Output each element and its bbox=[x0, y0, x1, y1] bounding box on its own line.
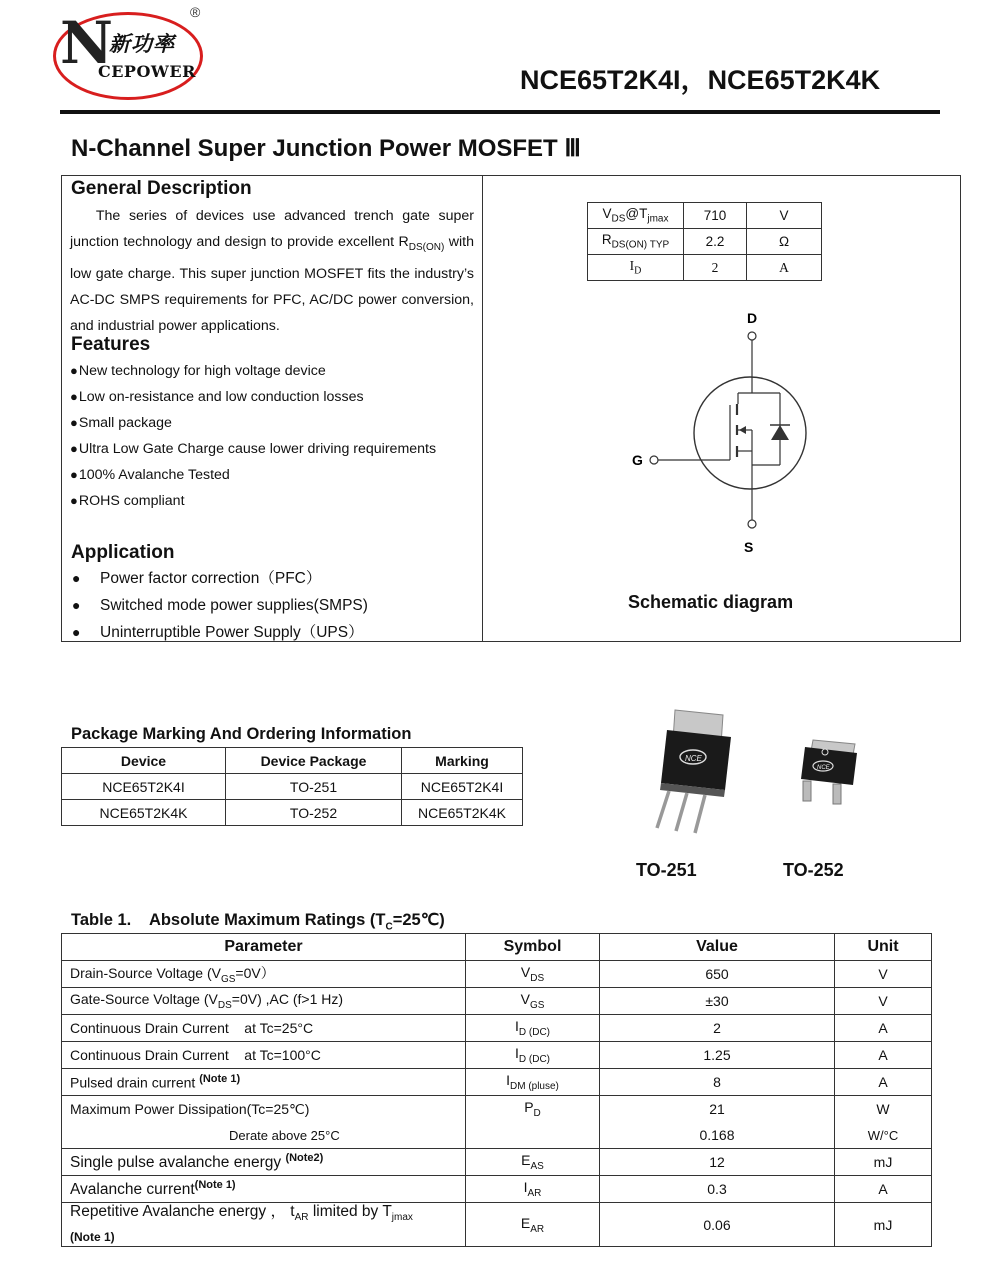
general-description-text: The series of devices use advanced trench gate super junction technology and design to provide excellent $R_{DS(ON)}$ with low gate charge. This super junction MOSFET fits the industry’s AC-DC SMPS requirements for PFC, AC/DC power conversion, and industrial power applications. bbox=[70, 208, 475, 334]
spec-param: $V_{DS}@T_{jmax}$ bbox=[588, 203, 684, 229]
feature-item: ● 100% Avalanche Tested bbox=[70, 462, 436, 488]
unit-cell: A bbox=[835, 1042, 932, 1069]
table-row bbox=[62, 961, 932, 988]
application-item: ● Power factor correction（PFC） bbox=[72, 570, 322, 587]
pin-g-terminal bbox=[650, 456, 658, 464]
application-heading: Application bbox=[71, 542, 175, 563]
to252-package-image bbox=[795, 735, 865, 815]
table-row bbox=[588, 255, 822, 281]
symbol-cell: $E_{AS}$ bbox=[466, 1149, 600, 1176]
to251-label: TO-251 bbox=[636, 860, 697, 880]
table-row bbox=[588, 229, 822, 255]
spec-value: 710 bbox=[684, 203, 747, 229]
diode-icon bbox=[771, 425, 789, 440]
pin-d-label: D bbox=[747, 310, 758, 326]
table-cell: TO-252 bbox=[226, 800, 402, 826]
feature-item: ● Small package bbox=[70, 410, 436, 436]
features-heading: Features bbox=[71, 334, 151, 355]
table-row bbox=[62, 774, 523, 800]
symbol-cell: $P_D$ bbox=[466, 1096, 600, 1123]
unit-cell: A bbox=[835, 1069, 932, 1096]
table-row bbox=[62, 1176, 932, 1203]
logo-chinese-text: 新功率 bbox=[109, 33, 175, 56]
column-header: Unit bbox=[835, 934, 932, 961]
table-row bbox=[588, 203, 822, 229]
general-description-heading: General Description bbox=[71, 178, 252, 199]
column-header: Device Package bbox=[226, 748, 402, 774]
table-header-row bbox=[62, 934, 932, 961]
unit-cell: A bbox=[835, 1176, 932, 1203]
column-header: Marking bbox=[402, 748, 523, 774]
table-row bbox=[62, 1042, 932, 1069]
feature-item: ● ROHS compliant bbox=[70, 488, 436, 514]
logo-english-text: CEPOWER bbox=[98, 62, 196, 81]
feature-item: ● New technology for high voltage device bbox=[70, 358, 436, 384]
param-cell: Continuous Drain Current at Tc=25°C bbox=[62, 1015, 466, 1042]
column-header: Symbol bbox=[466, 934, 600, 961]
symbol-cell: $V_{DS}$ bbox=[466, 961, 600, 988]
pin-d-terminal bbox=[748, 332, 756, 340]
param-cell: Avalanche current$^{(Note 1)}$ bbox=[62, 1176, 466, 1203]
unit-cell: V bbox=[835, 988, 932, 1015]
table-cell: NCE65T2K4K bbox=[402, 800, 523, 826]
value-cell: 2 bbox=[600, 1015, 835, 1042]
pin-s-label: S bbox=[744, 539, 754, 555]
value-cell: 12 bbox=[600, 1149, 835, 1176]
header-rule bbox=[60, 110, 940, 114]
application-item: ● Switched mode power supplies(SMPS) bbox=[72, 597, 368, 614]
table-row bbox=[62, 1122, 932, 1149]
arrow-icon bbox=[739, 426, 746, 434]
value-cell: 0.168 bbox=[600, 1122, 835, 1149]
symbol-cell bbox=[466, 1122, 600, 1149]
unit-cell: W/°C bbox=[835, 1122, 932, 1149]
value-cell: 650 bbox=[600, 961, 835, 988]
symbol-cell: $I_{D (DC)}$ bbox=[466, 1015, 600, 1042]
spec-param: $R_{DS(ON) TYP}$ bbox=[588, 229, 684, 255]
param-cell: Maximum Power Dissipation(Tc=25℃) bbox=[62, 1096, 466, 1123]
pin-g-label: G bbox=[632, 452, 643, 468]
feature-item: ● Ultra Low Gate Charge cause lower driving requirements bbox=[70, 436, 436, 462]
mosfet-schematic bbox=[620, 305, 840, 565]
to252-label: TO-252 bbox=[783, 860, 844, 880]
symbol-cell: $I_{DM (pluse)}$ bbox=[466, 1069, 600, 1096]
spec-value: 2.2 bbox=[684, 229, 747, 255]
registered-mark: ® bbox=[190, 4, 201, 20]
overview-divider bbox=[482, 175, 483, 642]
table-cell: NCE65T2K4I bbox=[402, 774, 523, 800]
table-cell: NCE65T2K4K bbox=[62, 800, 226, 826]
feature-item: ● Low on-resistance and low conduction losses bbox=[70, 384, 436, 410]
unit-cell: W bbox=[835, 1096, 932, 1123]
param-cell: Pulsed drain current $^{(Note 1)}$ bbox=[62, 1069, 466, 1096]
logo-n: N bbox=[60, 9, 114, 77]
table-cell: NCE65T2K4I bbox=[62, 774, 226, 800]
table-row bbox=[62, 1015, 932, 1042]
mosfet-body-circle bbox=[694, 377, 806, 489]
svg-text:NCE: NCE bbox=[817, 765, 830, 771]
schematic-label: Schematic diagram bbox=[628, 592, 794, 612]
param-cell: Single pulse avalanche energy $^{(Note2)}$ bbox=[62, 1149, 466, 1176]
param-cell: Repetitive Avalanche energy ， $t_{AR}$ limited by $T_{jmax}$ (Note 1) bbox=[62, 1203, 466, 1247]
features-list bbox=[70, 358, 436, 514]
table-row bbox=[62, 1096, 932, 1123]
page-title: N-Channel Super Junction Power MOSFET Ⅲ bbox=[71, 135, 581, 162]
symbol-cell: $V_{GS}$ bbox=[466, 988, 600, 1015]
table-row bbox=[62, 1203, 932, 1247]
table-row bbox=[62, 988, 932, 1015]
unit-cell: A bbox=[835, 1015, 932, 1042]
spec-unit: V bbox=[747, 203, 822, 229]
param-cell: Derate above 25°C bbox=[62, 1122, 466, 1149]
param-cell: Drain-Source Voltage $(V_{GS}=0V)$ bbox=[62, 961, 466, 988]
value-cell: 21 bbox=[600, 1096, 835, 1123]
abs-max-table bbox=[61, 933, 932, 1247]
spec-value: 2 bbox=[684, 255, 747, 281]
application-list bbox=[72, 565, 368, 646]
spec-param: $I_D$ bbox=[588, 255, 684, 281]
unit-cell: V bbox=[835, 961, 932, 988]
column-header: Parameter bbox=[62, 934, 466, 961]
unit-cell: mJ bbox=[835, 1203, 932, 1247]
table-header-row bbox=[62, 748, 523, 774]
value-cell: 1.25 bbox=[600, 1042, 835, 1069]
value-cell: 0.06 bbox=[600, 1203, 835, 1247]
spec-unit: A bbox=[747, 255, 822, 281]
value-cell: 8 bbox=[600, 1069, 835, 1096]
application-item: ● Uninterruptible Power Supply（UPS） bbox=[72, 624, 364, 641]
pin-s-terminal bbox=[748, 520, 756, 528]
svg-text:NCE: NCE bbox=[685, 754, 702, 763]
table-row bbox=[62, 800, 523, 826]
package-info-heading: Package Marking And Ordering Information bbox=[71, 725, 412, 743]
value-cell: 0.3 bbox=[600, 1176, 835, 1203]
spec-unit: Ω bbox=[747, 229, 822, 255]
part-numbers-title: NCE65T2K4I，NCE65T2K4K bbox=[520, 65, 881, 95]
table-cell: TO-251 bbox=[226, 774, 402, 800]
param-cell: Continuous Drain Current at Tc=100°C bbox=[62, 1042, 466, 1069]
param-cell: Gate-Source Voltage $(V_{DS}=0V)$ ,AC (f>1 Hz) bbox=[62, 988, 466, 1015]
table-row bbox=[62, 1149, 932, 1176]
symbol-cell: $E_{AR}$ bbox=[466, 1203, 600, 1247]
to251-package-image bbox=[645, 705, 745, 835]
table-row bbox=[62, 1069, 932, 1096]
column-header: Value bbox=[600, 934, 835, 961]
abs-max-heading: Table 1. Absolute Maximum Ratings $(T_C=25℃)$ bbox=[71, 911, 445, 933]
symbol-cell: $I_{AR}$ bbox=[466, 1176, 600, 1203]
column-header: Device bbox=[62, 748, 226, 774]
symbol-cell: $I_{D (DC)}$ bbox=[466, 1042, 600, 1069]
key-spec-table bbox=[587, 202, 822, 281]
package-table bbox=[61, 747, 523, 826]
value-cell: ±30 bbox=[600, 988, 835, 1015]
unit-cell: mJ bbox=[835, 1149, 932, 1176]
